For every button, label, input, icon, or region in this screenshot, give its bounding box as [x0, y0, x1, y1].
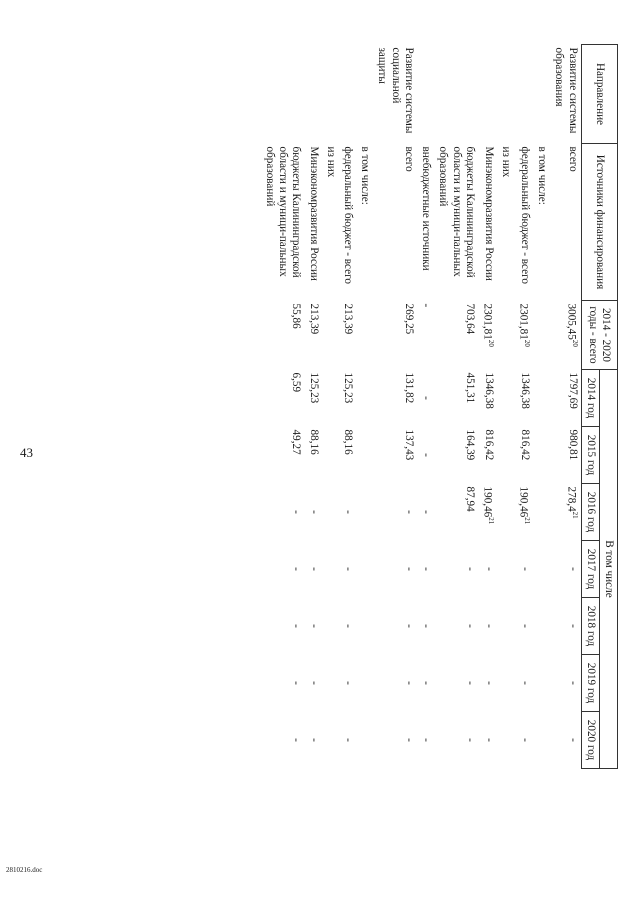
- cell-2016: [417, 484, 434, 541]
- cell-2020-value: -: [566, 738, 579, 742]
- cell-direction: [478, 45, 497, 144]
- cell-2015: [533, 427, 550, 484]
- cell-2018-value: -: [482, 624, 495, 628]
- cell-2017-value: -: [420, 567, 433, 571]
- cell-2015: [434, 427, 478, 484]
- cell-2020: [478, 712, 497, 769]
- table-row: [261, 45, 305, 769]
- cell-2019: [533, 655, 550, 712]
- cell-2017: [533, 541, 550, 598]
- cell-2020-value: -: [290, 738, 303, 742]
- cell-2019-value: -: [342, 681, 355, 685]
- cell-2016: [356, 484, 373, 541]
- cell-total: [304, 301, 321, 370]
- cell-2016-value: 190,46: [481, 486, 493, 518]
- cell-2015: [304, 427, 321, 484]
- cell-2015-value: 164,39: [463, 429, 476, 461]
- cell-2020: [533, 712, 550, 769]
- cell-2016: [434, 484, 478, 541]
- cell-2014-value: 451,31: [463, 372, 476, 404]
- cell-2015: [497, 427, 514, 484]
- cell-2014: [514, 370, 533, 427]
- cell-2019: [514, 655, 533, 712]
- cell-total-value: 55,86: [290, 303, 303, 329]
- cell-2018: [514, 598, 533, 655]
- cell-2020-value: -: [518, 738, 531, 742]
- cell-source: [478, 144, 497, 301]
- cell-2019-value: -: [307, 681, 320, 685]
- header-including: В том числе: [599, 370, 617, 769]
- table-body: [261, 45, 581, 769]
- cell-2018: [417, 598, 434, 655]
- cell-2015: [514, 427, 533, 484]
- cell-2018: [339, 598, 356, 655]
- cell-total: [478, 301, 497, 370]
- cell-source: [417, 144, 434, 301]
- cell-2020: [304, 712, 321, 769]
- cell-2018: [550, 598, 581, 655]
- cell-source-value: всего: [566, 146, 579, 172]
- cell-2014-value: 125,23: [342, 372, 355, 404]
- cell-2019: [356, 655, 373, 712]
- cell-total: [497, 301, 514, 370]
- cell-2019: [304, 655, 321, 712]
- cell-2019-value: -: [420, 681, 433, 685]
- cell-2016-value: -: [290, 510, 303, 514]
- table-row: [417, 45, 434, 769]
- cell-source-value: всего: [402, 146, 415, 172]
- cell-2018: [373, 598, 417, 655]
- table-row: [550, 45, 581, 769]
- cell-total: [339, 301, 356, 370]
- cell-2017-value: -: [290, 567, 303, 571]
- cell-2014: [478, 370, 497, 427]
- header-sources: Источники финансирования: [581, 144, 617, 301]
- cell-direction: [322, 45, 339, 144]
- cell-source: [434, 144, 478, 301]
- cell-source-value: из них: [324, 146, 337, 178]
- cell-2017: [417, 541, 434, 598]
- header-year: 2020 год: [581, 712, 599, 769]
- cell-source-value: в том числе:: [359, 146, 372, 205]
- cell-2020: [322, 712, 339, 769]
- table-row: [497, 45, 514, 769]
- table-row: [322, 45, 339, 769]
- cell-source: [550, 144, 581, 301]
- cell-2017: [322, 541, 339, 598]
- cell-total-value: 213,39: [342, 303, 355, 335]
- cell-2019: [339, 655, 356, 712]
- cell-2017-value: -: [307, 567, 320, 571]
- footnote-marker: 20: [522, 339, 531, 347]
- footnote-marker: 20: [570, 339, 579, 347]
- cell-direction: [434, 45, 478, 144]
- cell-2018: [478, 598, 497, 655]
- cell-total: [434, 301, 478, 370]
- cell-2019: [497, 655, 514, 712]
- cell-total: [322, 301, 339, 370]
- cell-2014: [497, 370, 514, 427]
- cell-total-value: 703,64: [463, 303, 476, 335]
- cell-2020: [373, 712, 417, 769]
- cell-2018: [261, 598, 305, 655]
- table-row: [478, 45, 497, 769]
- cell-2018-value: -: [290, 624, 303, 628]
- cell-2017: [356, 541, 373, 598]
- cell-2015: [478, 427, 497, 484]
- cell-2018: [497, 598, 514, 655]
- cell-2019: [550, 655, 581, 712]
- cell-2015-value: 88,16: [307, 429, 320, 455]
- table-row: [304, 45, 321, 769]
- table-row: [533, 45, 550, 769]
- cell-source-value: в том числе:: [536, 146, 549, 205]
- cell-2018: [434, 598, 478, 655]
- cell-2017-value: -: [518, 567, 531, 571]
- cell-total: [261, 301, 305, 370]
- cell-2016: [497, 484, 514, 541]
- cell-2020-value: -: [307, 738, 320, 742]
- cell-2016-value: -: [420, 510, 433, 514]
- cell-source-value: Минэкономразвития России: [307, 146, 320, 281]
- page-number: 43: [20, 445, 33, 460]
- cell-2019-value: -: [402, 681, 415, 685]
- cell-direction: [497, 45, 514, 144]
- cell-2014: [339, 370, 356, 427]
- header-year: 2014 год: [581, 370, 599, 427]
- cell-2016: [533, 484, 550, 541]
- header-direction: Направление: [581, 45, 617, 144]
- cell-2017: [550, 541, 581, 598]
- cell-2014: [304, 370, 321, 427]
- cell-total-value: -: [420, 303, 433, 308]
- cell-2016-value: -: [307, 510, 320, 514]
- cell-2014-value: 1797,69: [566, 372, 579, 409]
- cell-2019-value: -: [566, 681, 579, 685]
- cell-direction-value: Развитие системы образования: [553, 47, 579, 134]
- cell-2015: [339, 427, 356, 484]
- cell-2016: [261, 484, 305, 541]
- cell-2017: [514, 541, 533, 598]
- cell-2016-value: 190,46: [517, 486, 530, 518]
- header-year: 2015 год: [581, 427, 599, 484]
- cell-2016: [373, 484, 417, 541]
- cell-2014: [261, 370, 305, 427]
- cell-direction: [261, 45, 305, 144]
- cell-2018-value: -: [307, 624, 320, 628]
- table-row: [373, 45, 417, 769]
- cell-2017-value: -: [482, 567, 495, 571]
- cell-2018: [533, 598, 550, 655]
- cell-2015-value: -: [420, 453, 433, 457]
- cell-2020: [514, 712, 533, 769]
- cell-2020: [339, 712, 356, 769]
- cell-2016: [304, 484, 321, 541]
- cell-direction: [339, 45, 356, 144]
- cell-2018-value: -: [420, 624, 433, 628]
- cell-2020: [356, 712, 373, 769]
- cell-2017: [497, 541, 514, 598]
- cell-total: [417, 301, 434, 370]
- cell-direction-value: Развитие системы социальной защиты: [376, 47, 415, 134]
- cell-source: [261, 144, 305, 301]
- cell-2015: [356, 427, 373, 484]
- cell-2014-value: 1346,38: [482, 372, 495, 409]
- cell-2016: [339, 484, 356, 541]
- cell-total: [533, 301, 550, 370]
- cell-2018: [304, 598, 321, 655]
- cell-2020-value: -: [482, 738, 495, 742]
- cell-2016: [478, 484, 497, 541]
- table-row: [339, 45, 356, 769]
- cell-source-value: Минэкономразвития России: [482, 146, 495, 281]
- cell-2019-value: -: [482, 681, 495, 685]
- cell-total-value: 269,25: [402, 303, 415, 335]
- cell-2017: [478, 541, 497, 598]
- cell-2017: [373, 541, 417, 598]
- cell-2015-value: 816,42: [518, 429, 531, 461]
- cell-2015-value: 137,43: [402, 429, 415, 461]
- cell-source-value: бюджеты Калининградской области и муници-пальных образований: [263, 146, 303, 278]
- cell-2018-value: -: [342, 624, 355, 628]
- cell-2019: [373, 655, 417, 712]
- cell-source-value: внебюджетные источники: [420, 146, 433, 271]
- cell-2018: [322, 598, 339, 655]
- cell-direction: [550, 45, 581, 144]
- cell-2015: [261, 427, 305, 484]
- cell-2018: [356, 598, 373, 655]
- cell-2020-value: -: [463, 738, 476, 742]
- cell-2014: [417, 370, 434, 427]
- cell-2020-value: -: [402, 738, 415, 742]
- cell-2017: [261, 541, 305, 598]
- cell-direction: [373, 45, 417, 144]
- cell-2015: [322, 427, 339, 484]
- cell-2016-value: -: [342, 510, 355, 514]
- cell-2018-value: -: [402, 624, 415, 628]
- cell-2015-value: 980,81: [566, 429, 579, 461]
- cell-2020-value: -: [420, 738, 433, 742]
- cell-source-value: бюджеты Калининградской области и муници-пальных образований: [437, 146, 476, 278]
- footnote-marker: 20: [486, 339, 495, 347]
- cell-2017: [304, 541, 321, 598]
- rotated-page-content: [88, 44, 618, 866]
- cell-direction: [417, 45, 434, 144]
- cell-2019-value: -: [463, 681, 476, 685]
- footnote-marker: 21: [522, 517, 531, 525]
- cell-2015-value: 49,27: [290, 429, 303, 455]
- cell-source: [533, 144, 550, 301]
- cell-total-value: 2301,81: [481, 303, 493, 340]
- table-row: [356, 45, 373, 769]
- cell-2018-value: -: [518, 624, 531, 628]
- cell-2014: [356, 370, 373, 427]
- cell-2014: [434, 370, 478, 427]
- cell-source: [356, 144, 373, 301]
- cell-2019: [417, 655, 434, 712]
- cell-2019-value: -: [518, 681, 531, 685]
- cell-source: [304, 144, 321, 301]
- footnote-marker: 21: [486, 517, 495, 525]
- cell-2020: [417, 712, 434, 769]
- cell-source: [339, 144, 356, 301]
- cell-2017-value: -: [402, 567, 415, 571]
- cell-2015-value: 88,16: [342, 429, 355, 455]
- cell-2020: [261, 712, 305, 769]
- footer-filename: 2810216.doc: [6, 866, 43, 874]
- cell-2015: [373, 427, 417, 484]
- footnote-marker: 21: [570, 511, 579, 519]
- cell-2016-value: 87,94: [463, 486, 476, 512]
- cell-2014: [322, 370, 339, 427]
- cell-2019: [322, 655, 339, 712]
- cell-source: [497, 144, 514, 301]
- header-total: 2014 - 2020 годы - всего: [581, 301, 617, 370]
- cell-direction: [356, 45, 373, 144]
- cell-source-value: федеральный бюджет - всего: [518, 146, 531, 284]
- cell-2019: [478, 655, 497, 712]
- cell-2018-value: -: [566, 624, 579, 628]
- cell-2015-value: 816,42: [482, 429, 495, 461]
- cell-2017-value: -: [463, 567, 476, 571]
- cell-2020: [497, 712, 514, 769]
- cell-2019-value: -: [290, 681, 303, 685]
- cell-total-value: 2301,81: [517, 303, 530, 340]
- cell-direction: [533, 45, 550, 144]
- cell-2016: [514, 484, 533, 541]
- cell-2019: [434, 655, 478, 712]
- cell-total-value: 213,39: [307, 303, 320, 335]
- cell-2020-value: -: [342, 738, 355, 742]
- cell-total: [373, 301, 417, 370]
- cell-2017-value: -: [342, 567, 355, 571]
- funding-table: [261, 44, 618, 769]
- cell-2016: [322, 484, 339, 541]
- cell-2014-value: 1346,38: [518, 372, 531, 409]
- cell-2015: [417, 427, 434, 484]
- cell-2020: [550, 712, 581, 769]
- cell-direction: [514, 45, 533, 144]
- cell-2014-value: 125,23: [307, 372, 320, 404]
- cell-source-value: федеральный бюджет - всего: [342, 146, 355, 284]
- cell-2014-value: 6,59: [290, 372, 303, 393]
- cell-2014: [533, 370, 550, 427]
- cell-direction: [304, 45, 321, 144]
- cell-2020: [434, 712, 478, 769]
- cell-total: [550, 301, 581, 370]
- cell-total: [514, 301, 533, 370]
- header-year: 2019 год: [581, 655, 599, 712]
- cell-2015: [550, 427, 581, 484]
- cell-total-value: 3005,45: [564, 303, 577, 340]
- cell-source: [514, 144, 533, 301]
- cell-2014-value: 131,82: [402, 372, 415, 404]
- cell-2018-value: -: [463, 624, 476, 628]
- cell-source: [322, 144, 339, 301]
- cell-2016-value: 278,4: [564, 486, 577, 512]
- cell-2017: [339, 541, 356, 598]
- cell-2016-value: -: [402, 510, 415, 514]
- cell-2014: [550, 370, 581, 427]
- header-year: 2016 год: [581, 484, 599, 541]
- header-year: 2017 год: [581, 541, 599, 598]
- cell-total: [356, 301, 373, 370]
- cell-2014-value: -: [420, 396, 433, 400]
- table-row: [434, 45, 478, 769]
- cell-source-value: из них: [499, 146, 512, 178]
- header-year: 2018 год: [581, 598, 599, 655]
- cell-2016: [550, 484, 581, 541]
- cell-source: [373, 144, 417, 301]
- cell-2014: [373, 370, 417, 427]
- cell-2017-value: -: [566, 567, 579, 571]
- cell-2017: [434, 541, 478, 598]
- table-row: [514, 45, 533, 769]
- cell-2019: [261, 655, 305, 712]
